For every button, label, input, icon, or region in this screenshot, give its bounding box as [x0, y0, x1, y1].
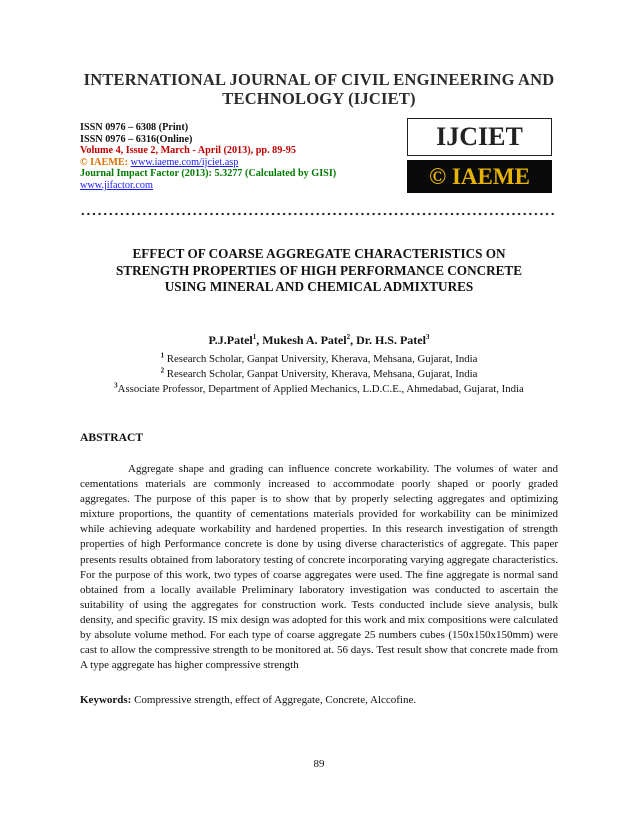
iaeme-link[interactable]: www.iaeme.com/ijciet.asp: [130, 156, 239, 168]
affiliations: [60, 352, 578, 397]
affiliation-2-text: Research Scholar, Ganpat University, Kherava, Mehsana, Gujarat, India: [166, 368, 478, 380]
affiliation-3-text: Associate Professor, Department of Applied Mechanics, L.D.C.E., Ahmedabad, Gujarat, India: [117, 383, 524, 395]
paper-title-line1: EFFECT OF COARSE AGGREGATE CHARACTERISTICS ON: [132, 246, 506, 261]
jifactor-link[interactable]: www.jifactor.com: [80, 179, 153, 191]
page-number: 89: [313, 758, 325, 770]
affiliation-3: [60, 382, 578, 397]
affiliation-1: [60, 352, 578, 367]
journal-title-line2: TECHNOLOGY (IJCIET): [222, 89, 416, 108]
affiliation-1-sup: 1: [160, 351, 165, 360]
paper-title-line2: STRENGTH PROPERTIES OF HIGH PERFORMANCE CONCRETE: [115, 262, 523, 278]
author-sep-2: ,: [350, 333, 357, 347]
ijciet-logo: IJCIET: [407, 118, 552, 156]
affiliation-2: [60, 367, 578, 382]
jifactor-line: [80, 180, 336, 192]
paper-title: [60, 246, 578, 296]
dotted-divider: [80, 212, 554, 216]
author-sep-1: ,: [256, 333, 263, 347]
affiliation-3-sup: 3: [114, 381, 118, 390]
abstract-body: Aggregate shape and grading can influence concrete workability. The volumes of water and cementations materials are commonly increased to accommodate poorly shaped or poorly graded aggregates. The purpose of this paper is to show that by properly selecting aggregates and optimizing mixture proportions, the quantity of cementations materials provided for workability can be minimized while achieving adequate workability and hardened properties. In this research investigation of strength properties of high Performance concrete is done by using diverse characteristics of aggregate. This paper presents results obtained from laboratory testing of concrete incorporating varying aggregate characteristics. For the purpose of this work, two types of coarse aggregates were used. The fine aggregate is normal sand obtained from a locally available Preliminary laboratory investigation was conducted to ascertain the suitability of using the aggregates for construction work. Tests conducted include sieve analysis, bulk density, and specific gravity. IS mix design was adopted for this work and mix compositions were calculated by absolute volume method. For each type of coarse aggregate 25 numbers cubes (150x150x150mm) were cast to allow the compressive strength to be monitored at. 56 days. Test result show that concrete made from A type aggregate has higher compressive strength: [80, 463, 558, 672]
author-2-sup: 2: [346, 333, 351, 341]
keywords: [80, 694, 416, 706]
iaeme-logo: © IAEME: [407, 160, 552, 193]
impact-factor: Journal Impact Factor (2013): 5.3277 (Calculated by GISI): [80, 168, 337, 180]
author-1-sup: 1: [252, 333, 257, 341]
affiliation-1-text: Research Scholar, Ganpat University, Kherava, Mehsana, Gujarat, India: [166, 353, 478, 365]
volume-info: Volume 4, Issue 2, March - April (2013), pp. 89-95: [80, 145, 296, 157]
paper-title-line3: USING MINERAL AND CHEMICAL ADMIXTURES: [164, 279, 474, 294]
keywords-text: Compressive strength, effect of Aggregate, Concrete, Alccofine.: [131, 694, 417, 706]
iaeme-line: [80, 157, 336, 169]
author-3: Dr. H.S. Patel: [356, 333, 426, 347]
author-2: Mukesh A. Patel: [262, 333, 347, 347]
journal-title: [40, 70, 598, 108]
author-3-sup: 3: [425, 333, 430, 341]
author-list: [60, 333, 578, 348]
issn-print: ISSN 0976 – 6308 (Print): [80, 122, 189, 133]
issn-online: ISSN 0976 – 6316(Online): [80, 133, 193, 145]
author-1: P.J.Patel: [208, 333, 253, 347]
keywords-label: Keywords:: [80, 694, 132, 706]
abstract-heading: ABSTRACT: [80, 431, 144, 444]
journal-title-line1: INTERNATIONAL JOURNAL OF CIVIL ENGINEERING AND: [83, 70, 555, 89]
publication-meta: [80, 122, 336, 192]
affiliation-2-sup: 2: [160, 366, 165, 375]
iaeme-prefix: © IAEME:: [80, 156, 131, 168]
